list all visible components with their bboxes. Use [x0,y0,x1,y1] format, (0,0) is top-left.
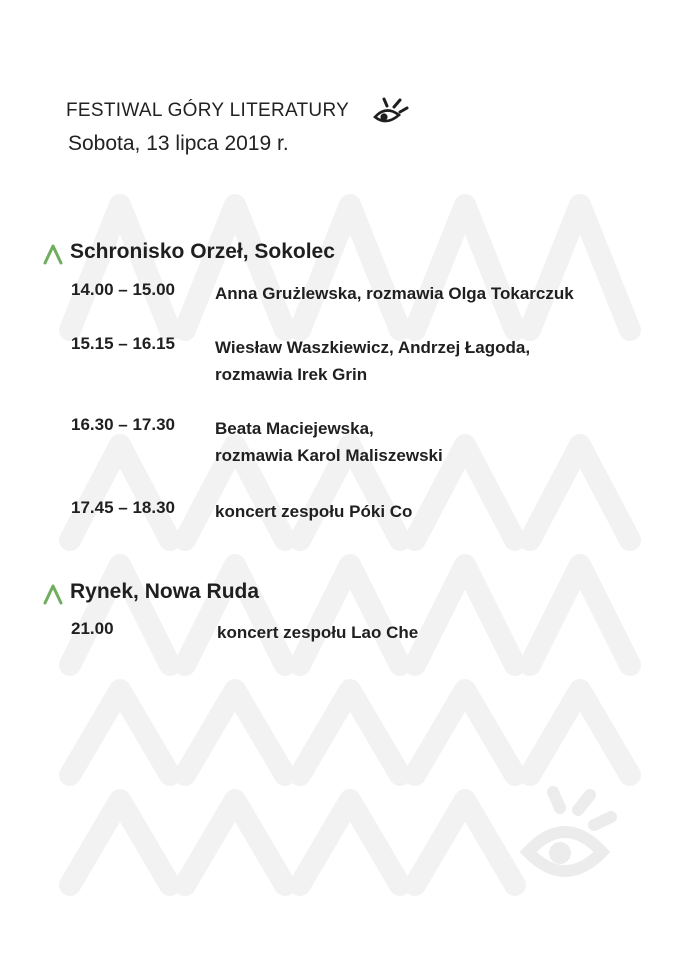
eye-logo-icon [373,95,409,127]
event-description [215,280,574,307]
event-line: rozmawia Irek Grin [215,365,368,384]
event-description [217,619,418,646]
event-time: 14.00 – 15.00 [71,280,175,299]
event-line: Beata Maciejewska, [215,419,374,438]
event-description [215,498,412,525]
event-time: 16.30 – 17.30 [71,415,175,434]
event-time: 15.15 – 16.15 [71,334,175,353]
venue-name: Rynek, Nowa Ruda [70,580,260,603]
event-date: Sobota, 13 lipca 2019 r. [68,132,289,155]
event-time: 21.00 [71,619,114,638]
venue-name: Schronisko Orzeł, Sokolec [70,240,335,263]
event-line: rozmawia Karol Maliszewski [215,446,443,465]
event-time: 17.45 – 18.30 [71,498,175,517]
event-line: Wiesław Waszkiewicz, Andrzej Łagoda, [215,338,531,357]
event-line: koncert zespołu Lao Che [217,623,419,642]
event-description [215,415,443,469]
green-caret-icon [42,243,64,265]
event-line: Anna Grużlewska, rozmawia Olga Tokarczuk [215,284,574,303]
event-description [215,334,530,388]
event-line: koncert zespołu Póki Co [215,502,413,521]
festival-title: FESTIWAL GÓRY LITERATURY [66,100,350,121]
green-caret-icon [42,583,64,605]
